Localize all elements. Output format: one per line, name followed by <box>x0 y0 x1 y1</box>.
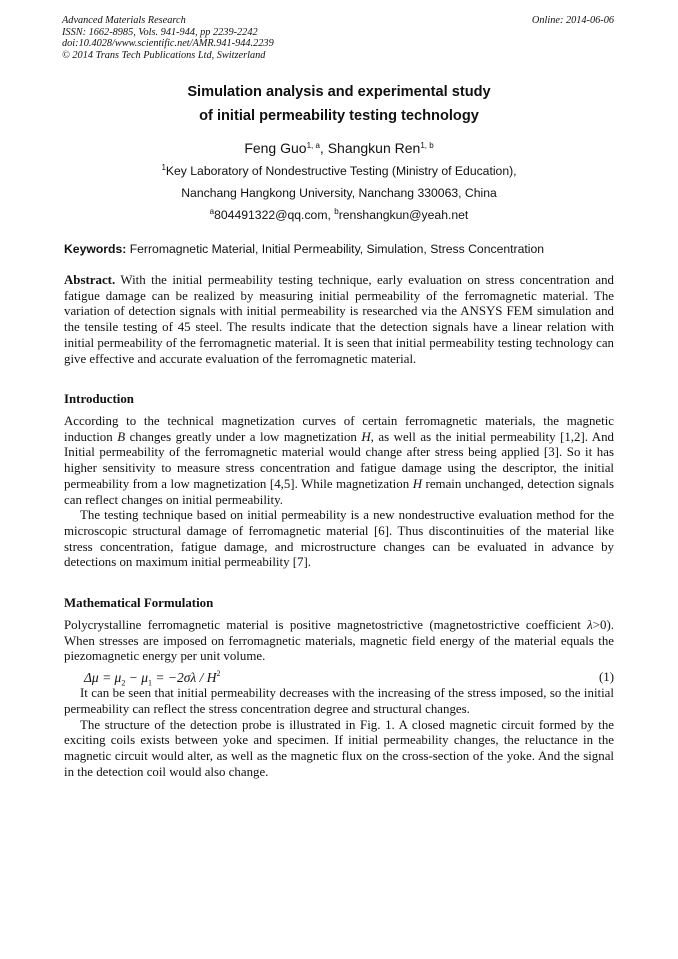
title-line-1: Simulation analysis and experimental study <box>187 84 491 100</box>
doi-line: doi:10.4028/www.scientific.net/AMR.941-944.2239 <box>62 38 274 50</box>
equation-formula: $\Delta\mu = \mu_2 - \mu_1 = -2\sigma\lambda / H^2$ <box>84 669 221 688</box>
math-heading: Mathematical Formulation <box>64 596 214 610</box>
online-date: Online: 2014-06-06 <box>531 15 614 26</box>
math-paragraph-1 <box>64 618 614 665</box>
issn-line: ISSN: 1662-8985, Vols. 941-944, pp 2239-2242 <box>62 26 258 38</box>
email-b: renshangkun@yeah.net <box>338 208 469 222</box>
symbol-B: B <box>117 429 126 444</box>
math-paragraph-3: The structure of the detection probe is illustrated in Fig. 1. A closed magnetic circuit formed by the exciting coils exists between yoke and specimen. If initial permeability changes, the reluctance in the magnetic circuit would alter, as well as the magnetic flux on the cross-section of the yoke. And the signal in the detection coil would also change. <box>64 717 614 779</box>
introduction-body <box>64 414 614 571</box>
journal-info <box>62 15 274 61</box>
journal-name: Advanced Materials Research <box>62 15 186 26</box>
authors <box>0 138 678 158</box>
keywords <box>64 240 616 258</box>
affiliation-line-1 <box>0 160 678 182</box>
keywords-text: Ferromagnetic Material, Initial Permeability, Simulation, Stress Concentration <box>126 242 545 256</box>
affiliation-text-1: Key Laboratory of Nondestructive Testing (Ministry of Education), <box>165 164 517 178</box>
intro-p1-text-b: changes greatly under a low magnetization <box>125 429 362 444</box>
intro-paragraph-1 <box>64 414 614 508</box>
email-a-sup: a <box>209 207 215 216</box>
intro-p1-text-c: , as well as the initial permeability [1,2]. And Initial permeability of the ferromagnetic material would change after stress being applied [3]. So it has higher sensitivity to measure stress concentration and fatigue damage using the descriptor, the initial permeability from a low magnetization [4,5]. While magnetization <box>64 429 614 491</box>
author-2: Shangkun Ren <box>327 140 421 156</box>
math-p1-text-a: Polycrystalline ferromagnetic material is positive magnetostrictive (magnetostrictive coefficient <box>64 618 588 632</box>
email-b-sup: b <box>334 207 339 216</box>
copyright-line: © 2014 Trans Tech Publications Ltd, Switzerland <box>62 49 266 61</box>
abstract-text: With the initial permeability testing technique, early evaluation on stress concentration and fatigue damage can be realized by measuring initial permeability of the ferromagnetic material. The variation of detection signals with initial permeability is researched via the ANSYS FEM simulation and the tensile testing of 45 steel. The results indicate that the detection signals have a linear relation with initial permeability of the ferromagnetic material. It is seen that initial permeability testing technology can give effective and accurate evaluation of the ferromagnetic material. <box>64 273 614 366</box>
symbol-H: H <box>361 429 371 444</box>
email-a: 804491322@qq.com, <box>214 208 335 222</box>
title-line-2: of initial permeability testing technology <box>199 108 479 124</box>
introduction-heading: Introduction <box>64 392 134 406</box>
author-2-sup: 1, b <box>420 141 434 150</box>
author-1: Feng Guo <box>244 140 307 156</box>
math-body <box>64 618 614 780</box>
affiliation-line-2: Nanchang Hangkong University, Nanchang 330063, China <box>181 186 497 200</box>
author-1-sup: 1, a <box>306 141 320 150</box>
email-line <box>0 204 678 226</box>
math-p1-text-b: >0). When stresses are imposed on ferromagnetic materials, magnetic field energy of the material equals the piezomagnetic energy per unit volume. <box>64 618 614 664</box>
math-paragraph-2: It can be seen that initial permeability decreases with the increasing of the stress imposed, so the initial permeability can reflect the stress concentration degree and structural changes. <box>64 686 614 716</box>
intro-p1-text-d: remain unchanged, detection signals can reflect changes on initial permeability. <box>64 476 614 507</box>
paper-title <box>0 80 678 128</box>
symbol-H-2: H <box>412 476 422 491</box>
affiliation-sup: 1 <box>161 163 166 172</box>
equation-1 <box>64 666 614 688</box>
abstract <box>64 273 614 367</box>
intro-paragraph-2: The testing technique based on initial permeability is a new nondestructive evaluation method for the microscopic structural damage of ferromagnetic material [6]. Thus discontinuities of the material like stress concentration, fatigue damage, and microstructure changes can be evaluated in advance by detections on maximum initial permeability [7]. <box>64 508 614 570</box>
equation-number: (1) <box>598 670 614 685</box>
intro-p1-text-a: According to the technical magnetization curves of certain ferromagnetic materials, the magnetic induction <box>64 414 614 444</box>
keywords-label: Keywords: <box>64 242 127 256</box>
abstract-label: Abstract. <box>64 273 116 287</box>
affiliation <box>0 160 678 226</box>
symbol-lambda: λ <box>587 618 593 632</box>
author-separator: , <box>319 140 328 156</box>
